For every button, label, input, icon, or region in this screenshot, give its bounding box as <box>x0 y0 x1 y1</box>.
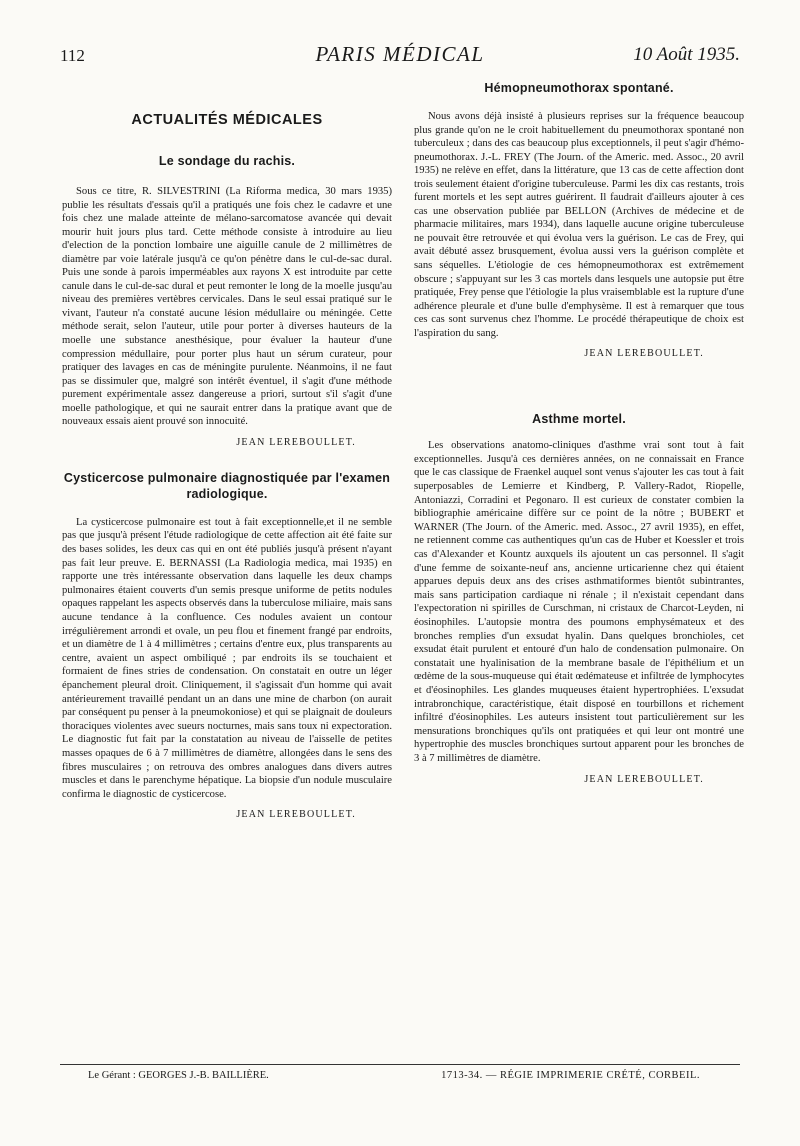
article-title: Le sondage du rachis. <box>158 154 296 168</box>
footer-publisher: Le Gérant : GEORGES J.-B. BAILLIÈRE. <box>88 1070 269 1081</box>
right-column <box>414 80 744 785</box>
article-signature: JEAN LEREBOULLET. <box>584 773 704 785</box>
article-body: La cysticercose pulmonaire est tout à fait exceptionnelle,et il ne semble pas que jusqu'à présent l'étude radiologique de cette affection ait été faite sur des bases solides, les deux cas qui en ont été publiés jusqu'à présent n'ayant pas fait leur preuve. E. BERNASSI (La Radiologia medica, mai 1935) en rapporte une très intéressante observation dans laquelle les deux champs pulmonaires étaient couverts d'un semis presque uniforme de petits nodules opaques rappelant les aspects observés dans la tuberculose miliaire, mais sans aucune tendance à la confluence. Ces nodules avaient un contour irrégulièrement arrondi et ovale, un peu flou et finement frangé par endroits, et un diamètre de 1 à 4 millimètres ; certains d'entre eux, plus transparents au centre, avaient un aspect ombiliqué ; par endroits ils se touchaient et formaient de fines stries de condensation. On constatait en outre un léger épanchement pleural droit. Cliniquement, il s'agissait d'un homme qui avait antérieurement travaillé pendant un an dans une mine de charbon (on aurait par conséquent pu penser à la pneumokoniose) et qui se plaignait de douleurs thoraciques violentes avec sueurs nocturnes, mais sans toux ni expectoration. Le diagnostic fut fait par la constatation au niveau de l'aisselle de petites masses opaques de 6 à 7 millimètres de diamètre, allongées dans le sens des fibres musculaires ; on retrouva des ombres analogues dans divers autres muscles et dans le parenchyme hépatique. La biopsie d'un nodule musculaire confirma le diagnostic de cysticercose. <box>62 516 392 800</box>
article-signature: JEAN LEREBOULLET. <box>236 809 356 821</box>
footer-printer: 1713-34. — RÉGIE IMPRIMERIE CRÉTÉ, CORBEIL. <box>441 1070 700 1081</box>
article-cysticercose <box>62 470 392 820</box>
journal-title: PARIS MÉDICAL <box>315 42 485 66</box>
article-title: Hémopneumothorax spontané. <box>484 81 674 95</box>
article-body: Les observations anatomo-cliniques d'asthme vrai sont tout à fait exceptionnelles. Jusqu'à ces dernières années, on ne connaissait en France que le cas classique de Fraenkel auquel sont venus s'ajouter les cas tout à fait superposables de Lemierre et Kindberg, P. Vallery-Radot, Riopelle, Antoniazzi, Corradini et Pegonaro. Il est curieux de constater combien la bibliographie américaine diffère sur ce point de la nôtre ; BUBERT et WARNER (The Journ. of the Americ. med. Assoc., 27 avril 1935), en effet, ne retiennent comme cas authentiques qu'un cas de Huber et Koessler et trois cas d'Alexander et Kountz auxquels ils ajoutent un cas personnel. Il s'agit d'une femme de soixante-neuf ans, ancienne urticarienne chez qui étaient apparues depuis deux ans des crises asthmatiformes bientôt subintrantes, mais sans participation cardiaque ni rénale ; il n'existait cependant dans l'expectoration ni spirilles de Curschman, ni cristaux de Charcot-Leyden, ni éosinophiles. L'autopsie montra des poumons emphysémateux et des bronches remplies d'un exsudat hyalin. Dans quelques bronchioles, cet exsudat était purulent et entouré d'un halo de condensation pulmonaire. On constatait une hyalinisation de la membrane basale de l'épithélium et un œdème de la sous-muqueuse qui était œdémateuse et infiltrée de lymphocytes et d'éosinophiles. Les glandes muqueuses étaient hypertrophiées. L'exsudat intrabronchique, caractéristique, était disposé en tourbillons et richement infiltré d'éosinophiles. Les auteurs insistent tout particulièrement sur les mensurations bronchiques qu'ils ont pratiquées et qui leur ont montré une hypertrophie des muscles bronchiques surtout apparent pour les bronches de 3 à 7 millimètres de diamètre. <box>414 440 744 764</box>
article-body: Nous avons déjà insisté à plusieurs reprises sur la fréquence beaucoup plus grande qu'on ne le croit habituellement du pneumothorax spontané non tuberculeux ; dans des cas beaucoup plus exceptionnels, il peut s'agir d'hémo-pneumothorax. J.-L. FREY (The Journ. of the Americ. med. Assoc., 20 avril 1935) ne relève en effet, dans la littérature, que 13 cas de cette affection dont trois seulement étaient d'origine tuberculeuse. Parmi les dix cas restants, trois furent mortels et les sept autres guérirent. Il faudrait d'ailleurs ajouter à ces cas une observation publiée par BELLON (Archives de médecine et de pharmacie militaires, mars 1934), dans laquelle aucune origine tuberculeuse ne pouvait être retrouvée et qui évolua vers la guérison. Le cas de Frey, qui avait débuté assez brusquement, évolua aussi vers la guérison complète et sans séquelles. L'étiologie de ces hémopneumothorax est extrêmement obscure ; s'appuyant sur les 3 cas mortels dans lesquels une autopsie put être pratiquée, Frey pense que l'étiologie la plus vraisemblable est la rupture d'une adhérence pleurale et d'une bulle d'emphysème. Il est à remarquer que tous ces cas sont survenus chez l'homme. Le procédé thérapeutique de choix est l'aspiration du sang. <box>414 111 744 339</box>
article-sondage <box>62 153 392 448</box>
article-hemopneumothorax <box>414 80 744 359</box>
section-title: ACTUALITÉS MÉDICALES <box>131 112 323 128</box>
article-asthme <box>414 411 744 784</box>
article-title: Cysticercose pulmonaire diagnostiquée par l'examen radiologique. <box>63 470 391 501</box>
page-number: 112 <box>60 46 85 65</box>
article-body: Sous ce titre, R. SILVESTRINI (La Riforma medica, 30 mars 1935) publie les résultats d'essais qu'il a pratiqués une fois chez le cadavre et une fois chez une malade atteinte de mélano-sarcomatose avancée qui devait mourir huit jours plus tard. Cette méthode consiste à introduire au lieu d'election de la ponction lombaire une aiguille canule de 2 millimètres de diamètre par voie latérale jusqu'à ce qu'on pénètre dans le cul-de-sac dural. Puis une sonde à parois imperméables aux rayons X est introduite par cette canule dans le cul-de-sac dural et peut remonter le long de la moelle jusqu'au niveau des premières vertèbres cervicales. Dans le seul essai pratiqué sur le vivant, l'auteur n'a constaté aucune lésion médullaire ou méningée. Cette méthode serait, selon l'auteur, utile pour porter à diverses hauteurs de la moelle une substance anesthésique, pour évaluer la hauteur d'une compression médullaire, pour porter plus haut un sérum curateur, pour pratiquer des lavages en cas de méningite purulente. Néanmoins, il ne faut pas se dissimuler que, malgré son intérêt éventuel, il s'agit d'une méthode purement expérimentale assez dangereuse a priori, surtout s'il s'agit d'une moelle pathologique, et qui ne saurait entrer dans la pratique avant que de nouveaux essais aient prouvé son innocuité. <box>62 186 392 428</box>
footer-rule <box>60 1064 740 1065</box>
article-signature: JEAN LEREBOULLET. <box>236 436 356 448</box>
page-header <box>60 40 740 72</box>
article-signature: JEAN LEREBOULLET. <box>584 348 704 360</box>
left-column <box>62 80 392 820</box>
issue-date: 10 Août 1935. <box>633 44 740 65</box>
article-title: Asthme mortel. <box>532 412 626 427</box>
